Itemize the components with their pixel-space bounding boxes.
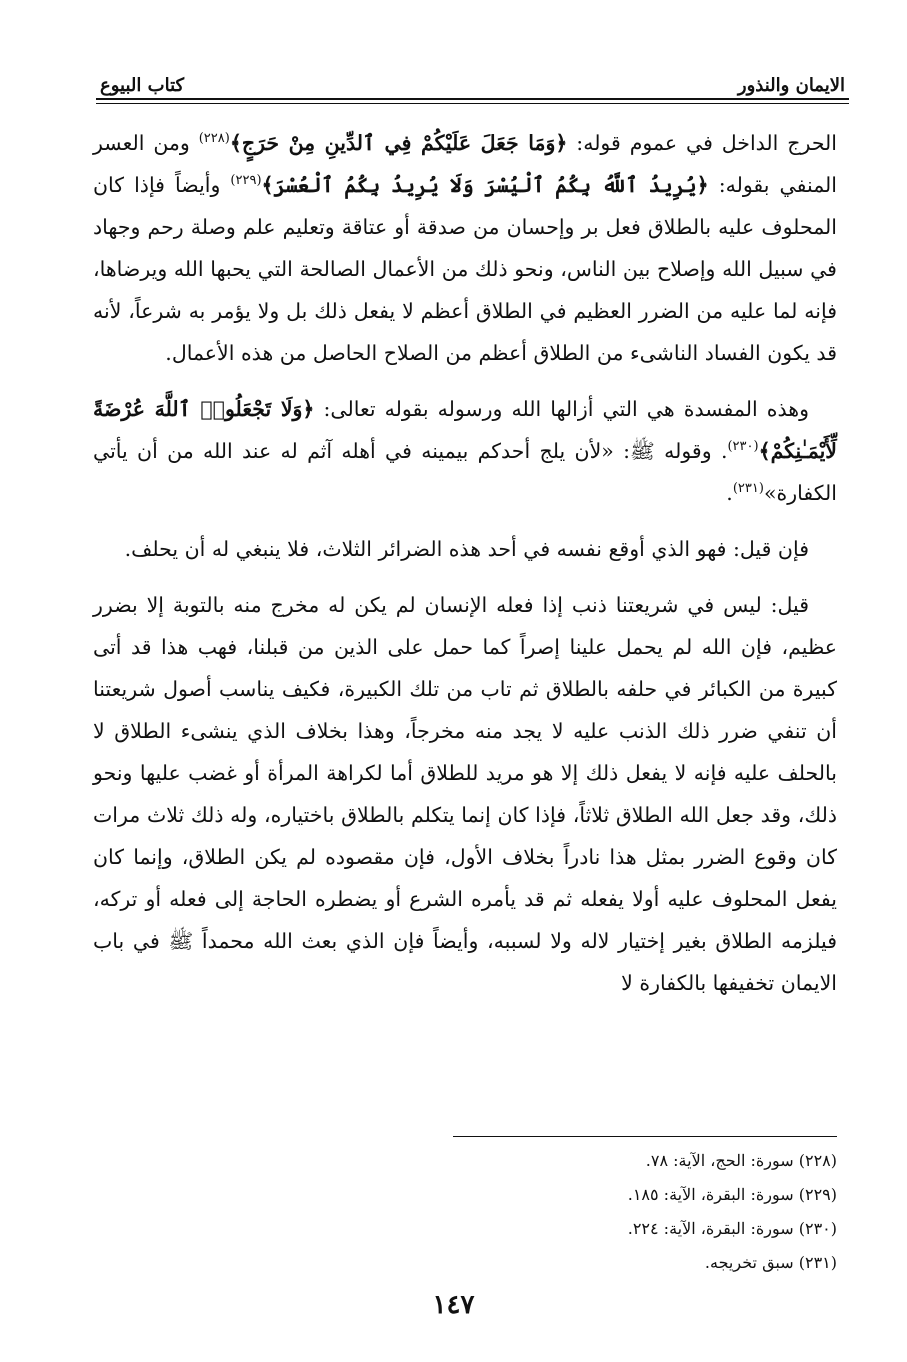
text-run: الحرج الداخل في عموم قوله:	[567, 131, 837, 155]
paragraph	[93, 388, 837, 514]
header-rule-thick	[96, 98, 849, 100]
footnote-ref: (٢٣٠)	[727, 439, 759, 455]
footnote: (٢٢٨) سورة: الحج، الآية: ٧٨.	[645, 1151, 837, 1170]
hadith-text: . وقوله ﷺ: «لأن يلج أحدكم بيمينه في أهله آثم له عند الله من أن يأتي الكفارة»	[93, 439, 837, 505]
footnote-separator	[453, 1136, 837, 1137]
footnote: (٢٢٩) سورة: البقرة، الآية: ١٨٥.	[627, 1185, 837, 1204]
text-run: ومن العسر المنفي بقوله:	[93, 131, 837, 197]
footnotes	[417, 1144, 837, 1280]
paragraph	[93, 122, 837, 374]
quran-quote: ﴿وَمَا جَعَلَ عَلَيْكُمْ فِي ٱلدِّينِ مِنْ حَرَجٍ﴾	[229, 131, 568, 155]
text-run: وأيضاً فإذا كان المحلوف عليه بالطلاق فعل بر وإحسان من صدقة أو عتاقة وتعليم علم وصلة رحم وجهاد في سبيل الله وإصلاح بين الناس، ونحو ذلك من الأعمال الصالحة التي يحبها الله ويرضاها، فإنه لما عليه من الضرر العظيم في الطلاق أعظم لا يفعل ذلك بل ولا يؤمر به شرعاً، لأنه قد يكون الفساد الناشىء من الطلاق أعظم من الصلاح الحاصل من هذه الأعمال.	[93, 173, 837, 365]
quran-quote: ﴿وَلَا تَجْعَلُوا۟ ٱللَّهَ عُرْضَةً لِّأَيْمَـٰنِكُمْ﴾	[93, 397, 837, 463]
running-header	[96, 62, 849, 96]
chapter-title: الايمان والنذور	[737, 75, 845, 96]
quran-quote: ﴿يُرِيدُ ٱللَّهُ بِكُمُ ٱلْيُسْرَ وَلَا يُرِيدُ بِكُمُ ٱلْعُسْرَ﴾	[261, 173, 709, 197]
paragraph: فإن قيل: فهو الذي أوقع نفسه في أحد هذه الضرائر الثلاث، فلا ينبغي له أن يحلف.	[124, 537, 809, 561]
footnote-ref: (٢٣١)	[732, 481, 764, 497]
paragraph: قيل: ليس في شريعتنا ذنب إذا فعله الإنسان لم يكن له مخرج منه بالتوبة إلا بضرر عظيم، فإن الله لم يحمل علينا إصراً كما حمل على الذين من قبلنا، فهب هذا قد أتى كبيرة من الكبائر في حلفه بالطلاق ثم تاب من تلك الكبيرة، فكيف يناسب أصول شريعتنا أن تنفي ضرر ذلك الذنب عليه لا يجد منه مخرجاً، وهذا بخلاف الذي ينشىء الطلاق لا بالحلف عليه فإنه لا يفعل ذلك إلا هو مريد للطلاق أما لكراهة المرأة أو غضب عليها ونحو ذلك، وقد جعل الله الطلاق ثلاثاً، فإذا كان إنما يتكلم بالطلاق باختياره، وله ذلك ثلاث مرات كان وقوع الضرر بمثل هذا نادراً بخلاف الأول، فإن مقصوده لم يكن الطلاق، وإنما كان يفعل المحلوف عليه أولا يفعله ثم قد يأمره الشرع أو يضطره الحاجة إلى فعله أو تركه، فيلزمه الطلاق بغير إختيار لاله ولا لسببه، وأيضاً فإن الذي بعث الله محمداً ﷺ في باب الايمان تخفيفها بالكفارة لا	[93, 593, 837, 995]
text-run: وهذه المفسدة هي التي أزالها الله ورسوله بقوله تعالى:	[314, 397, 809, 421]
footnote-ref: (٢٢٨)	[198, 131, 230, 147]
footnote: (٢٣١) سبق تخريجه.	[704, 1253, 837, 1272]
text-run: .	[726, 481, 733, 505]
main-text	[93, 122, 837, 1004]
footnote: (٢٣٠) سورة: البقرة، الآية: ٢٢٤.	[627, 1219, 837, 1238]
page-number: ١٤٧	[432, 1290, 475, 1320]
header-rule-thin	[96, 103, 849, 104]
footnote-ref: (٢٢٩)	[230, 173, 262, 189]
book-section-title: كتاب البيوع	[100, 75, 185, 96]
